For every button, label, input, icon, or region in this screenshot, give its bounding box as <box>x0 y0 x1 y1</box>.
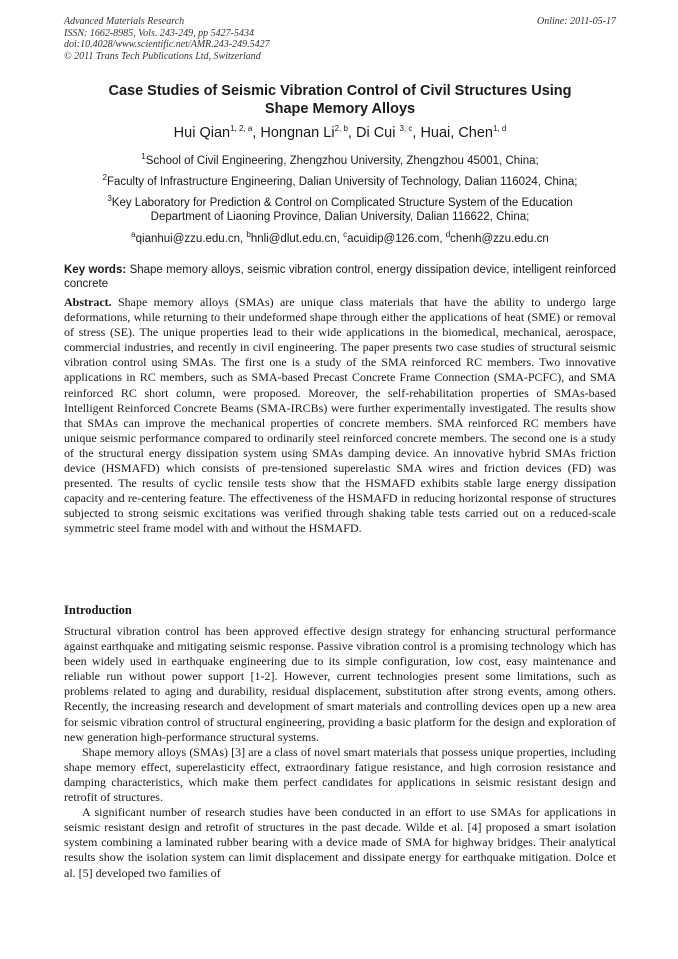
author-emails <box>64 228 616 246</box>
abstract-text: Shape memory alloys (SMAs) are unique class materials that have the ability to undergo large deformations, while returning to their undeformed shape through either the applications of heat (SME) or removal of stress (SE). The unique properties lead to their wide applications in the biomedical, mechanical, aerospace, commercial industries, and recently in civil engineering. The paper presents two case studies of structural seismic vibration control using SMAs. The first one is a study of the SMA reinforced RC members. Two innovative applications in RC members, such as SMA-based Precast Concrete Frame Connection (SMA-PCFC), and SMA reinforced RC short column, were proposed. Moreover, the self-rehabilitation properties of SMAs-based Intelligent Reinforced Concrete Beams (SMA-IRCBs) were further experimentally investigated. The results show that SMAs can improve the mechanical properties of concrete members. SMA reinforced RC members have unique seismic performance compared to ordinarily steel reinforced concrete members. The second one is a study of the structural energy dissipation system using SMAs damping device. An innovative hybrid SMAs friction device (HSMAFD) which consists of pre-tensioned superelastic SMA wires and friction devices (FD) was presented. The results of cyclic tensile tests show that the HSMAFD exhibits stable large energy dissipation capacity and re-centering feature. The effectiveness of the HSMAFD in reducing horizontal response of structures subjected to strong seismic excitations was verified through shaking table tests carried out on a reduced-scale symmetric steel frame model with and without the HSMAFD. <box>64 295 616 536</box>
keywords-text: Shape memory alloys, seismic vibration control, energy dissipation device, intelligent reinforced concrete <box>64 264 616 290</box>
paragraph: A significant number of research studies have been conducted in an effort to use SMAs for applications in seismic resistant design and retrofit of structures in the past decade. Wilde et al. [4] proposed a smart isolation system combining a laminated rubber bearing with a device made of SMA for highway bridges. Their analytical results show the isolation system can limit displacement and dissipate energy for earthquake mitigation. Dolce et al. [5] developed two families of <box>64 805 616 880</box>
author-separator: , <box>252 124 261 141</box>
email-mark: b <box>246 230 251 239</box>
abstract <box>64 295 616 537</box>
email-address: hnli@dlut.edu.cn, <box>250 232 344 245</box>
title-line-2: Shape Memory Alloys <box>264 101 416 117</box>
journal-name: Advanced Materials Research <box>64 16 185 27</box>
affiliation-1 <box>64 150 616 168</box>
affiliation-mark: 3 <box>107 194 112 203</box>
affiliation-2 <box>64 171 616 189</box>
email-address: chenh@zzu.edu.cn <box>450 232 549 245</box>
affiliation-text: School of Civil Engineering, Zhengzhou University, Zhengzhou 45001, China; <box>145 154 539 167</box>
online-date: Online: 2011-05-17 <box>537 16 616 27</box>
issn-line: ISSN: 1662-8985, Vols. 243-249, pp 5427-5434 <box>64 27 254 39</box>
author-name: Hongnan Li <box>260 124 335 141</box>
author-name: Di Cui <box>355 124 400 141</box>
email-mark: d <box>445 230 451 239</box>
author-affiliation-mark: 3, c <box>399 124 413 133</box>
author-name: Hui Qian <box>173 124 231 141</box>
paper-title <box>64 82 616 118</box>
copyright-line: © 2011 Trans Tech Publications Ltd, Switzerland <box>64 50 261 62</box>
email-address: acuidip@126.com, <box>347 232 446 245</box>
section-heading-introduction: Introduction <box>64 603 132 617</box>
author-separator: , <box>412 124 421 141</box>
email-mark: c <box>343 230 348 239</box>
author-separator: , <box>347 124 356 141</box>
author-name: Huai, Chen <box>420 124 493 141</box>
author-affiliation-mark: 2, b <box>334 124 348 133</box>
keywords <box>64 263 616 291</box>
email-address: qianhui@zzu.edu.cn, <box>135 232 247 245</box>
affiliation-mark: 1 <box>141 152 146 161</box>
affiliation-text: Department of Liaoning Province, Dalian University, Dalian 116622, China; <box>150 210 530 223</box>
title-line-1: Case Studies of Seismic Vibration Control of Civil Structures Using <box>108 83 572 99</box>
paragraph: Shape memory alloys (SMAs) [3] are a class of novel smart materials that possess unique properties, including shape memory effect, superelasticity effect, extraordinary fatigue resistance, and high corrosion resistance and damping characteristics, which make them perfect candidates for applications in seismic resistant design and retrofit of structures. <box>64 744 616 805</box>
journal-header <box>64 16 616 62</box>
affiliation-mark: 2 <box>102 173 107 182</box>
paragraph: Structural vibration control has been approved effective design strategy for enhancing structural performance against earthquake and mitigating seismic response. Passive vibration control is a promising technology which has been widely used in earthquake engineering due to its simple configuration, low cost, easy maintenance and reliable run without power support [1-2]. However, current technologies present some limitations, such as problems related to aging and durability, residual displacement, substitution after strong events, among others. Recently, the increasing research and development of smart materials and controlling devices open up a new area for seismic vibration control of structural engineering, providing a basic platform for the design and exploration of new generation high-performance structural systems. <box>64 624 616 744</box>
abstract-label: Abstract. <box>64 295 112 309</box>
author-affiliation-mark: 1, d <box>493 124 507 133</box>
doi-line: doi:10.4028/www.scientific.net/AMR.243-249.5427 <box>64 39 270 50</box>
introduction-body <box>64 624 616 881</box>
author-list <box>64 124 616 141</box>
keywords-label: Key words: <box>64 264 127 276</box>
email-mark: a <box>131 230 136 239</box>
affiliation-3 <box>64 192 616 224</box>
affiliation-text: Faculty of Infrastructure Engineering, Dalian University of Technology, Dalian 116024, China; <box>106 175 578 188</box>
affiliation-text: Key Laboratory for Prediction & Control on Complicated Structure System of the Education <box>111 196 573 209</box>
author-affiliation-mark: 1, 2, a <box>230 124 253 133</box>
